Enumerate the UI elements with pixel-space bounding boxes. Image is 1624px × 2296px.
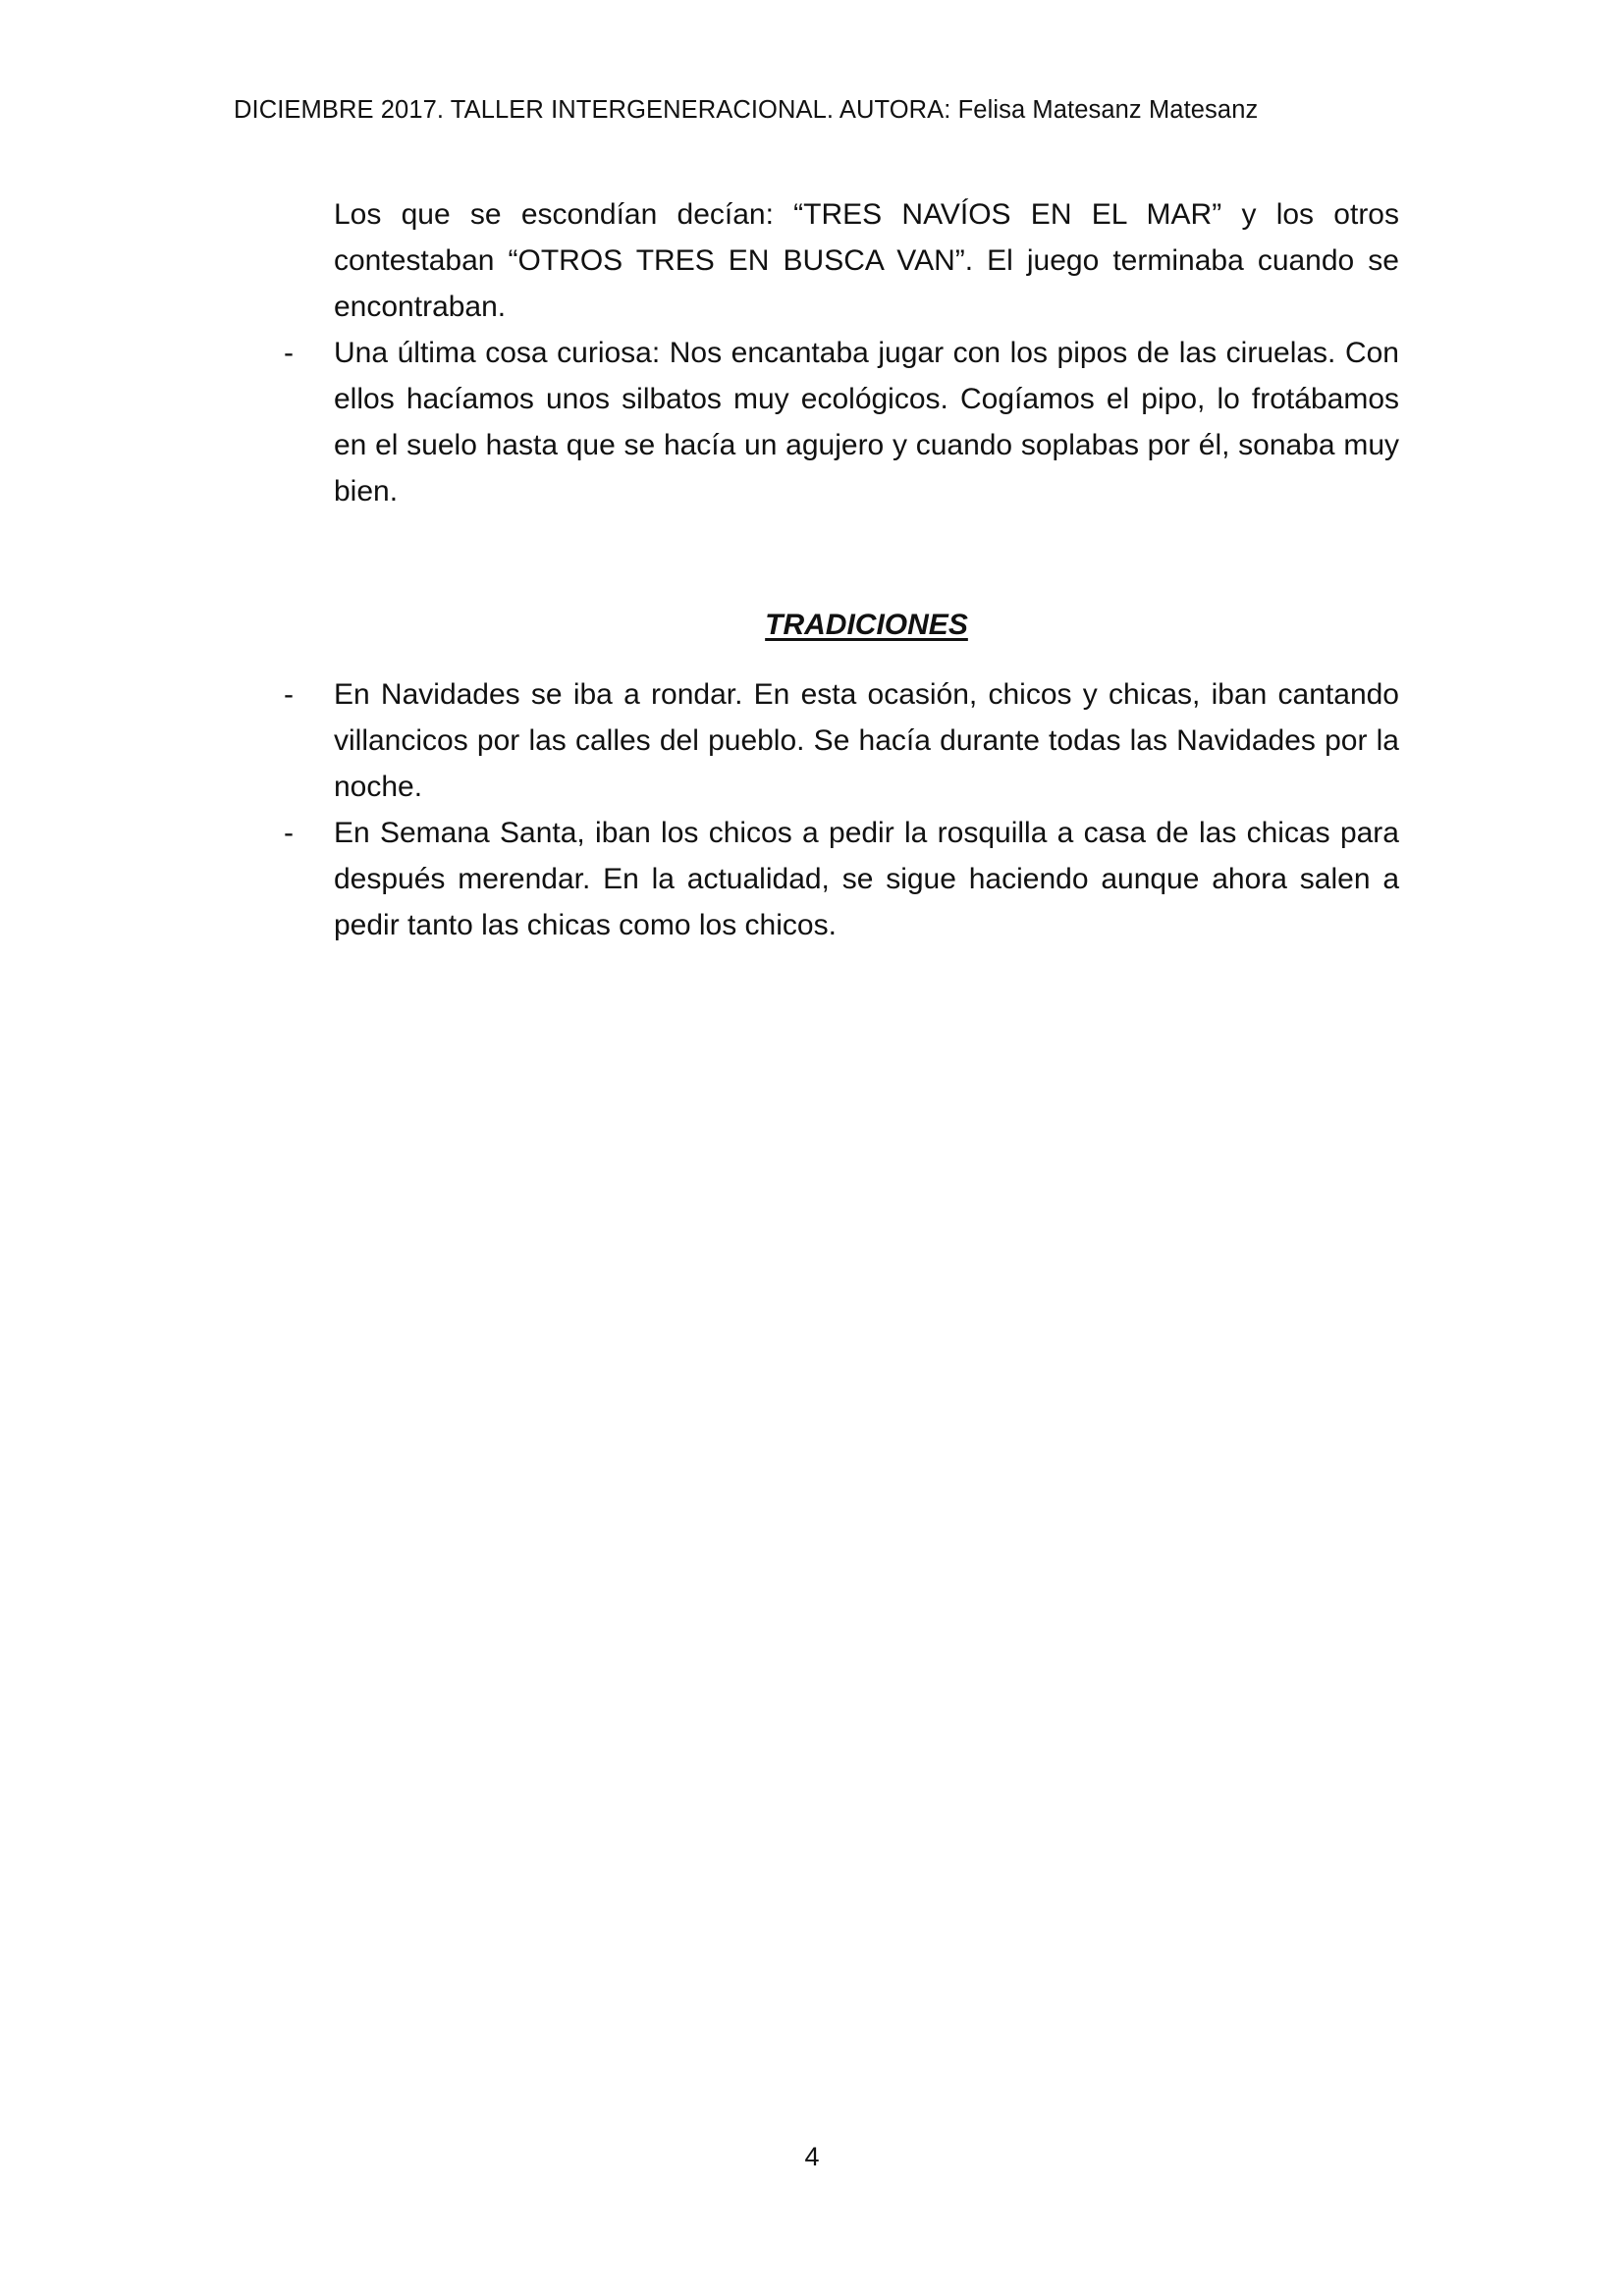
list-dash: - — [284, 678, 294, 711]
list-item-pipos — [280, 330, 1399, 514]
page-header: DICIEMBRE 2017. TALLER INTERGENERACIONAL. AUTORA: Felisa Matesanz Matesanz — [234, 96, 1259, 124]
page-content — [280, 191, 1399, 948]
section-title-tradiciones: TRADICIONES — [765, 609, 968, 641]
page-number: 4 — [804, 2142, 820, 2171]
list-item-navidades — [280, 671, 1399, 810]
list-item-semana-santa — [280, 810, 1399, 948]
list-dash: - — [284, 817, 294, 849]
list-item-text: En Navidades se iba a rondar. En esta ocasión, chicos y chicas, iban cantando villancicos por las calles del pueblo. Se hacía durante todas las Navidades por la noche. — [334, 678, 1399, 803]
list-dash: - — [284, 337, 294, 369]
spacer — [280, 648, 1399, 671]
list-item-text: En Semana Santa, iban los chicos a pedir la rosquilla a casa de las chicas para después merendar. En la actualidad, se sigue haciendo aunque ahora salen a pedir tanto las chicas como los chicos. — [334, 817, 1399, 941]
continuation-paragraph: Los que se escondían decían: “TRES NAVÍOS EN EL MAR” y los otros contestaban “OTROS TRES EN BUSCA VAN”. El juego terminaba cuando se encontraban. — [334, 198, 1399, 323]
spacer — [280, 514, 1399, 602]
list-item-text: Una última cosa curiosa: Nos encantaba jugar con los pipos de las ciruelas. Con ellos hacíamos unos silbatos muy ecológicos. Cogíamos el pipo, lo frotábamos en el suelo hasta que se hacía un agujero y cuando soplabas por él, sonaba muy bien. — [334, 337, 1399, 507]
